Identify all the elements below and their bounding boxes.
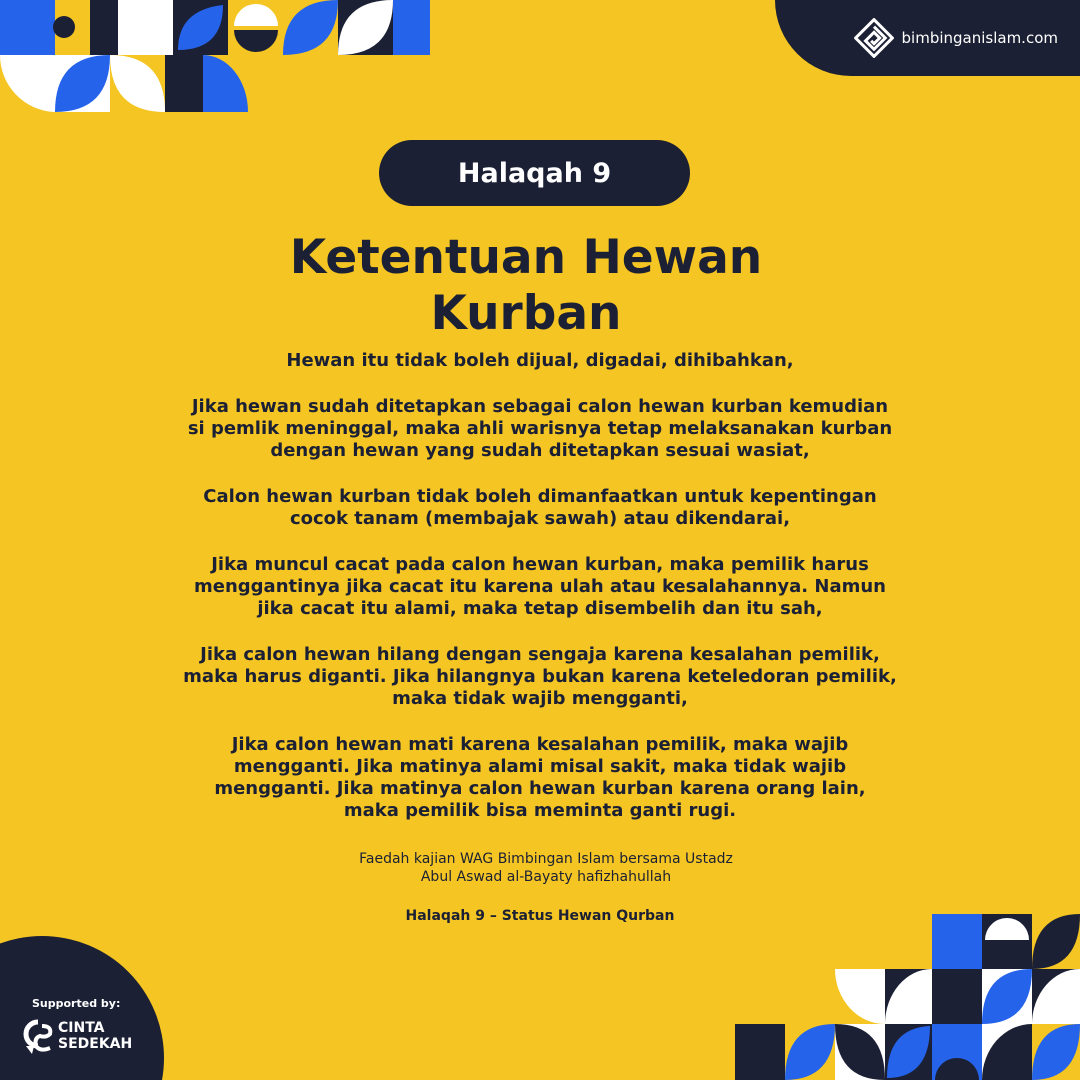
paragraph-4 [150, 554, 930, 620]
page-title-line-1: Ketentuan Hewan [289, 230, 763, 285]
page-title-line-2: Kurban [430, 286, 622, 341]
body-text [150, 350, 930, 822]
paragraph-6 [150, 734, 930, 822]
text-line: Hewan itu tidak boleh dijual, digadai, dihibahkan, [286, 350, 794, 371]
paragraph-2 [150, 396, 930, 462]
support-name-line-2: SEDEKAH [58, 1036, 133, 1052]
text-line: maka tidak wajib mengganti, [392, 688, 688, 709]
credit-line-2: Abul Aswad al-Bayaty hafizhahullah [420, 869, 672, 885]
text-line: Calon hewan kurban tidak boleh dimanfaatkan untuk kepentingan [203, 486, 877, 507]
paragraph-3 [150, 486, 930, 530]
text-line: Jika calon hewan mati karena kesalahan pemilik, maka wajib [231, 734, 849, 755]
text-line: Jika calon hewan hilang dengan sengaja karena kesalahan pemilik, [200, 644, 880, 665]
text-line: dengan hewan yang sudah ditetapkan sesuai wasiat, [270, 440, 810, 461]
text-line: cocok tanam (membajak sawah) atau dikendarai, [289, 508, 791, 529]
cinta-sedekah-logo-icon [20, 1016, 56, 1056]
credit-line-1: Faedah kajian WAG Bimbingan Islam bersama Ustadz [359, 851, 733, 867]
top-left-pattern [0, 0, 430, 112]
text-line: si pemlik meninggal, maka ahli warisnya tetap melaksanakan kurban [187, 418, 893, 439]
text-line: Jika muncul cacat pada calon hewan kurban, maka pemilik harus [211, 554, 869, 575]
text-line: maka pemilik bisa meminta ganti rugi. [343, 800, 737, 821]
text-line: mengganti. Jika matinya calon hewan kurban karena orang lain, [214, 778, 866, 799]
paragraph-5 [150, 644, 930, 710]
brand-site: bimbinganislam.com [901, 29, 1058, 47]
halaqah-badge-label: Halaqah 9 [457, 157, 612, 189]
bimbinganislam-logo-icon [854, 18, 894, 58]
text-line: jika cacat itu alami, maka tetap disembelih dan itu sah, [257, 598, 823, 619]
text-line: Jika hewan sudah ditetapkan sebagai calon hewan kurban kemudian [191, 396, 889, 417]
brand[interactable] [854, 18, 1058, 58]
text-line: mengganti. Jika matinya alami misal sakit, maka tidak wajib [233, 756, 847, 777]
bottom-right-pattern [735, 912, 1080, 1080]
paragraph-1 [150, 350, 930, 372]
text-line: menggantinya jika cacat itu karena ulah atau kesalahannya. Namun [194, 576, 886, 597]
series-title: Halaqah 9 – Status Hewan Qurban [405, 908, 675, 924]
support-name [58, 1020, 132, 1052]
support-label: Supported by: [32, 997, 121, 1010]
support-name-line-1: CINTA [58, 1020, 105, 1036]
text-line: maka harus diganti. Jika hilangnya bukan karena keteledoran pemilik, [183, 666, 897, 687]
halaqah-badge [379, 140, 690, 206]
